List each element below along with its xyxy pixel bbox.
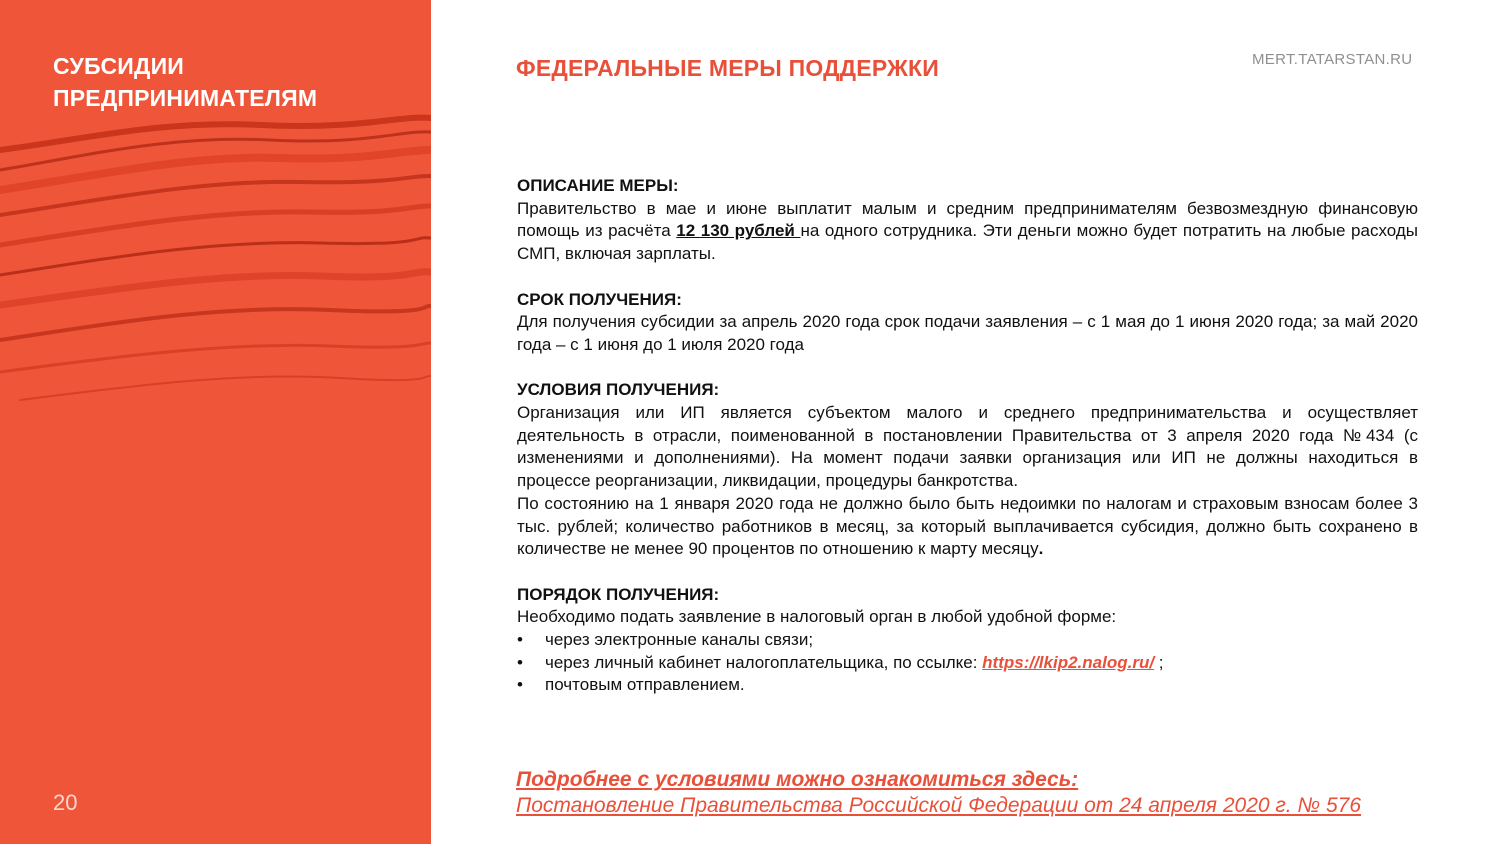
- resolution-link[interactable]: Постановление Правительства Российской Федерации от 24 апреля 2020 г. № 576: [516, 794, 1362, 817]
- deadline-text: Для получения субсидии за апрель 2020 года срок подачи заявления – с 1 мая до 1 июня 2020 года; за май 2020 года – с 1 июня до 1 июля 2020 года: [517, 312, 1418, 354]
- footer-heading-link[interactable]: Подробнее с условиями можно ознакомиться здесь:: [516, 768, 1079, 791]
- main-content: [517, 175, 1418, 697]
- procedure-heading: ПОРЯДОК ПОЛУЧЕНИЯ:: [517, 584, 720, 604]
- slide-title: ФЕДЕРАЛЬНЫЕ МЕРЫ ПОДДЕРЖКИ: [516, 55, 940, 81]
- conditions-paragraph-1: Организация или ИП является субъектом малого и среднего предпринимательства и осуществляет деятельность в отрасли, поименованной в постановлении Правительства от 3 апреля 2020 года №434 (с изменениями и дополнениями). На момент подачи заявки организация или ИП не должны находиться в процессе реорганизации, ликвидации, процедуры банкротства.: [517, 403, 1418, 491]
- page-number: 20: [53, 790, 78, 815]
- deadline-heading: СРОК ПОЛУЧЕНИЯ:: [517, 289, 682, 309]
- description-heading: ОПИСАНИЕ МЕРЫ:: [517, 176, 679, 195]
- site-link[interactable]: MERT.TATARSTAN.RU: [1252, 51, 1413, 68]
- bullet-3-text: почтовым отправлением.: [545, 675, 745, 695]
- red-paint-texture-image: [0, 0, 431, 844]
- bullet-1-text: через электронные каналы связи;: [545, 630, 814, 650]
- procedure-intro: Необходимо подать заявление в налоговый орган в любой удобной форме:: [517, 607, 1117, 627]
- section-title-line-1: СУБСИДИИ: [53, 53, 185, 79]
- footer-note: [516, 767, 1476, 819]
- nalog-cabinet-link[interactable]: https://lkip2.nalog.ru/: [982, 652, 1155, 672]
- conditions-paragraph-2-text: По состоянию на 1 января 2020 года не должно было быть недоимки по налогам и страховым взносам более 3 тыс. рублей; количество работников в месяц, за который выплачивается субсидия, должно быть сохранено в количестве не менее 90 процентов по отношению к марту месяцу: [517, 493, 1418, 559]
- bullet-2-end: ;: [1154, 652, 1164, 672]
- description-text-after: на одного сотрудника. Эти деньги можно будет потратить на любые расходы СМП, включая зарплаты.: [517, 221, 1418, 264]
- left-panel: [0, 0, 431, 844]
- description-text: [517, 198, 1418, 266]
- description-text-before: Правительство в мае и июне выплатит малым и средним предпринимателям безвозмездную финансовую помощь из расчёта: [517, 198, 1418, 241]
- conditions-paragraph-2-end: .: [1038, 539, 1044, 559]
- conditions-heading: УСЛОВИЯ ПОЛУЧЕНИЯ:: [517, 380, 720, 400]
- section-title: [53, 50, 413, 114]
- conditions-paragraph-2: [517, 493, 1418, 561]
- list-item: [517, 652, 1418, 675]
- subsidy-amount: 12 130 рублей: [676, 221, 801, 241]
- list-item: [517, 629, 1418, 652]
- list-item: [517, 674, 1418, 697]
- procedure-list: [517, 629, 1418, 697]
- section-title-line-2: ПРЕДПРИНИМАТЕЛЯМ: [53, 85, 318, 111]
- bullet-2-text: через личный кабинет налогоплательщика, по ссылке:: [545, 652, 983, 672]
